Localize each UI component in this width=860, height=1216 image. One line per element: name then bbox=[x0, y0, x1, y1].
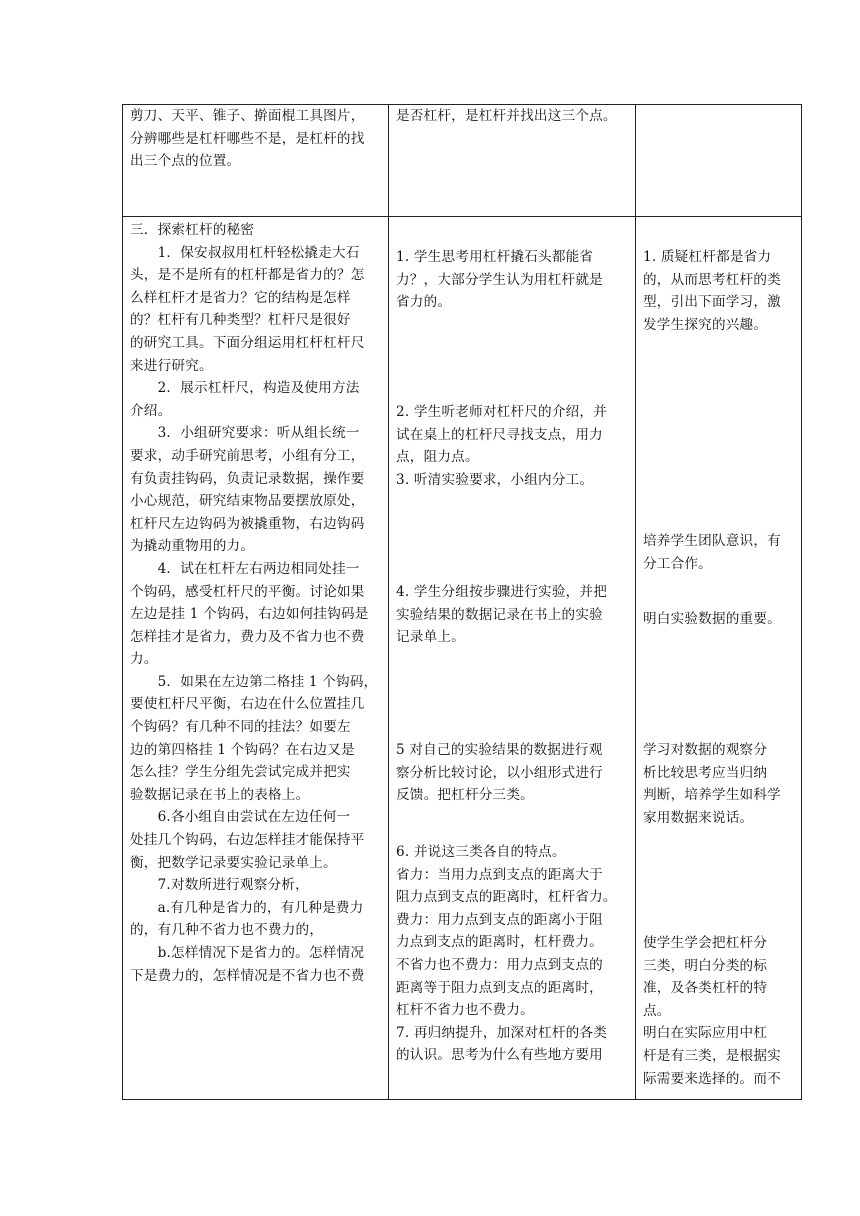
text-line: 培养学生团队意识，有 bbox=[643, 533, 781, 549]
text-line: 明白在实际应用中杠 bbox=[643, 1025, 768, 1042]
text-line: 5．如果在左边第二格挂 1 个钩码， bbox=[130, 673, 378, 690]
student-activity-block-2 bbox=[396, 401, 607, 491]
column-divider bbox=[388, 105, 389, 1099]
text-line: 来进行研究。 bbox=[130, 357, 213, 374]
text-line: 发学生探究的兴趣。 bbox=[643, 316, 768, 333]
text-line: 的研究工具。下面分组运用杠杆杠杆尺 bbox=[130, 334, 365, 351]
text-line: 怎样挂才是省力，费力及不省力也不费 bbox=[130, 628, 365, 645]
student-activity-block-1 bbox=[396, 246, 603, 314]
text-line: 明白实验数据的重要。 bbox=[643, 611, 781, 627]
text-line: 有负责挂钩码，负责记录数据，操作要 bbox=[130, 470, 365, 487]
section-heading: 三．探索杠杆的秘密 bbox=[130, 222, 255, 238]
text-line: 1．保安叔叔用杠杆轻松撬走大石 bbox=[130, 244, 360, 261]
text-line: 分辨哪些是杠杆哪些不是，是杠杆的找 bbox=[130, 130, 365, 147]
design-intent-block-5 bbox=[643, 932, 781, 1090]
text-line: 析比较思考应当归纳 bbox=[643, 764, 768, 781]
text-line: 是否杠杆，是杠杆并找出这三个点。 bbox=[396, 108, 617, 124]
student-activity-block-3 bbox=[396, 581, 607, 649]
text-line: 杆是有三类，是根据实 bbox=[643, 1047, 781, 1064]
design-intent-block-1 bbox=[643, 246, 781, 336]
text-line: 的，有几种不省力也不费力的， bbox=[130, 922, 324, 939]
text-line: 2．展示杠杆尺，构造及使用方法 bbox=[130, 380, 360, 397]
text-line: 的，从而思考杠杆的类 bbox=[643, 271, 781, 288]
text-line: b.怎样情况下是省力的。怎样情况 bbox=[130, 945, 365, 961]
text-line: 杠杆尺左边钩码为被撬重物，右边钩码 bbox=[130, 515, 365, 532]
text-line: 3．小组研究要求：听从组长统一 bbox=[130, 425, 360, 442]
text-line: 剪刀、天平、锥子、擀面棍工具图片， bbox=[130, 108, 365, 124]
text-line: 力。 bbox=[130, 651, 158, 668]
text-line: 边的第四格挂 1 个钩码？在右边又是 bbox=[130, 741, 355, 758]
text-line: 介绍。 bbox=[130, 402, 172, 419]
text-line: 5 对自己的实验结果的数据进行观 bbox=[396, 742, 603, 758]
text-line: a.有几种是省力的，有几种是费力 bbox=[130, 899, 364, 916]
text-line: 记录单上。 bbox=[396, 629, 465, 646]
text-line: 衡，把数学记录要实验记录单上。 bbox=[130, 854, 337, 871]
text-line: 4. 学生分组按步骤进行实验，并把 bbox=[396, 584, 608, 600]
text-line: 下是费力的，怎样情况是不省力也不费 bbox=[130, 967, 365, 984]
text-line: 分工合作。 bbox=[643, 555, 712, 572]
design-intent-block-2 bbox=[643, 530, 781, 575]
text-line: 7.对数所进行观察分析， bbox=[130, 877, 309, 894]
text-line: 6.各小组自由尝试在左边任何一 bbox=[130, 809, 351, 826]
text-line: 个钩码，感受杠杆尺的平衡。讨论如果 bbox=[130, 583, 365, 600]
text-line: 1. 学生思考用杠杆撬石头都能省 bbox=[396, 249, 594, 265]
top-row-teacher-activity bbox=[130, 105, 365, 173]
text-line: 7. 再归纳提升，加深对杠杆的各类 bbox=[396, 1024, 608, 1041]
text-line: 4．试在杠杆左右两边相同处挂一 bbox=[130, 560, 360, 577]
text-line: 头，是不是所有的杠杆都是省力的？怎 bbox=[130, 267, 365, 284]
text-line: 费力：用力点到支点的距离小于阻 bbox=[396, 911, 603, 928]
teacher-activity-column bbox=[130, 219, 377, 987]
text-line: 么样杠杆才是省力？它的结构是怎样 bbox=[130, 289, 351, 306]
text-line: 的认识。思考为什么有些地方要用 bbox=[396, 1047, 603, 1064]
column-divider bbox=[635, 105, 636, 1099]
text-line: 左边是挂 1 个钩码，右边如何挂钩码是 bbox=[130, 606, 369, 623]
text-line: 型，引出下面学习，激 bbox=[643, 294, 781, 311]
top-row-student-activity bbox=[396, 105, 617, 128]
text-line: 省力的。 bbox=[396, 294, 452, 311]
text-line: 为撬动重物用的力。 bbox=[130, 538, 255, 555]
text-line: 察分析比较讨论，以小组形式进行 bbox=[396, 764, 603, 781]
text-line: 要使杠杆尺平衡，右边在什么位置挂几 bbox=[130, 696, 365, 713]
text-line: 小心规范，研究结束物品要摆放原处， bbox=[130, 493, 365, 510]
text-line: 个钩码？有几种不同的挂法？如要左 bbox=[130, 719, 351, 736]
design-intent-block-3 bbox=[643, 608, 781, 631]
row-divider bbox=[123, 216, 801, 217]
text-line: 出三个点的位置。 bbox=[130, 153, 241, 170]
text-line: 判断，培养学生如科学 bbox=[643, 787, 781, 804]
text-line: 三类，明白分类的标 bbox=[643, 957, 768, 974]
text-line: 力？，大部分学生认为用杠杆就是 bbox=[396, 271, 603, 288]
text-line: 力点到支点的距离时，杠杆费力。 bbox=[396, 934, 603, 951]
text-line: 2. 学生听老师对杠杆尺的介绍，并 bbox=[396, 404, 608, 420]
text-line: 处挂几个钩码，右边怎样挂才能保持平 bbox=[130, 832, 365, 849]
text-line: 怎么挂？学生分组先尝试完成并把实 bbox=[130, 764, 351, 781]
text-line: 点，阻力点。 bbox=[396, 449, 479, 466]
text-line: 验数据记录在书上的表格上。 bbox=[130, 786, 310, 803]
text-line: 6. 并说这三类各自的特点。 bbox=[396, 844, 566, 860]
text-line: 际需要来选择的。而不 bbox=[643, 1070, 781, 1087]
text-line: 杠杆不省力也不费力。 bbox=[396, 1002, 534, 1019]
lesson-plan-table bbox=[122, 104, 802, 1100]
design-intent-block-4 bbox=[643, 739, 781, 829]
text-line: 学习对数据的观察分 bbox=[643, 742, 768, 758]
text-line: 距离等于阻力点到支点的距离时， bbox=[396, 979, 603, 996]
text-line: 点。 bbox=[643, 1002, 671, 1019]
text-line: 要求，动手研究前思考，小组有分工， bbox=[130, 447, 365, 464]
student-activity-block-4 bbox=[396, 739, 603, 807]
text-line: 不省力也不费力：用力点到支点的 bbox=[396, 956, 603, 973]
text-line: 阻力点到支点的距离时，杠杆省力。 bbox=[396, 889, 617, 906]
text-line: 使学生学会把杠杆分 bbox=[643, 935, 768, 951]
text-line: 反馈。把杠杆分三类。 bbox=[396, 787, 534, 804]
text-line: 1. 质疑杠杆都是省力 bbox=[643, 249, 772, 265]
text-line: 省力：当用力点到支点的距离大于 bbox=[396, 866, 603, 883]
text-line: 试在桌上的杠杆尺寻找支点，用力 bbox=[396, 426, 603, 443]
text-line: 实验结果的数据记录在书上的实验 bbox=[396, 606, 603, 623]
text-line: 家用数据来说话。 bbox=[643, 809, 754, 826]
text-line: 3. 听清实验要求，小组内分工。 bbox=[396, 471, 594, 488]
text-line: 的？杠杆有几种类型？杠杆尺是很好 bbox=[130, 312, 351, 329]
text-line: 准，及各类杠杆的特 bbox=[643, 980, 768, 997]
student-activity-block-5 bbox=[396, 841, 617, 1067]
